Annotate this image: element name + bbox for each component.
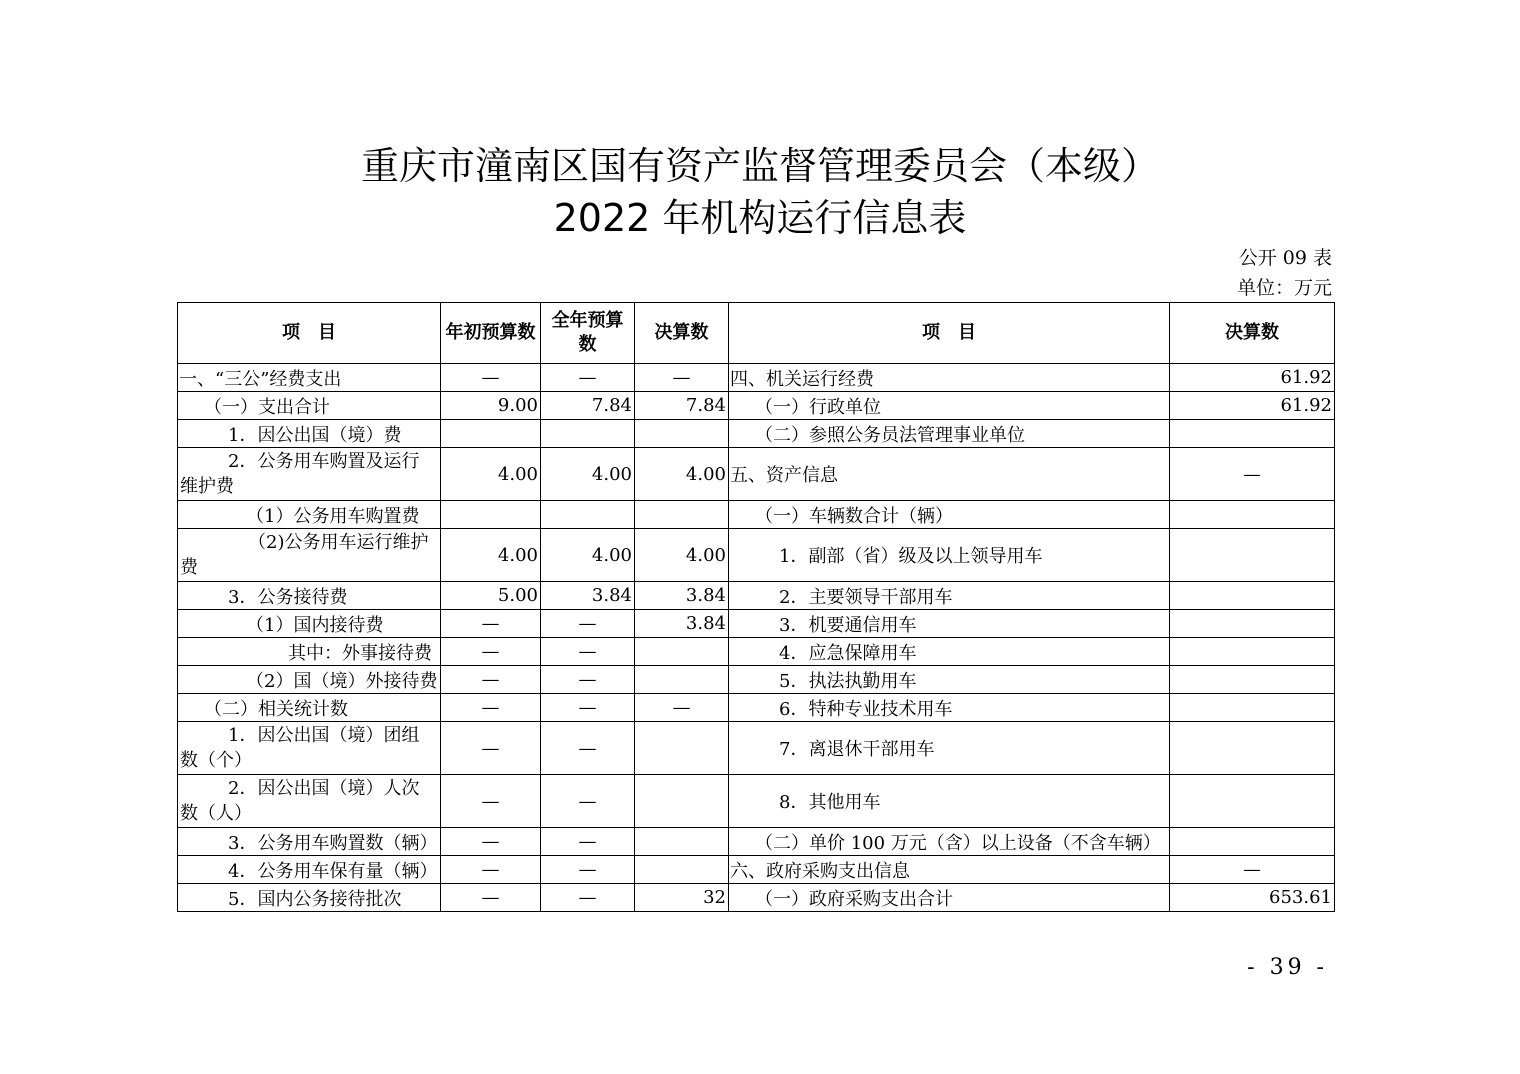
item-right: 6．特种专业技术用车: [729, 694, 1170, 722]
item-left: 其中：外事接待费: [178, 638, 441, 666]
table-row: [178, 448, 1335, 501]
initial-budget-cell: —: [441, 828, 541, 856]
table-row: [178, 501, 1335, 529]
item-left: 4．公务用车保有量（辆）: [178, 856, 441, 884]
item-left-line2: 数（个）: [180, 750, 252, 771]
full-year-budget-cell: —: [541, 856, 635, 884]
table-row: [178, 775, 1335, 828]
full-year-budget-cell: [541, 420, 635, 448]
item-right: 五、资产信息: [729, 448, 1170, 501]
final-right-cell: —: [1170, 448, 1335, 501]
initial-budget-cell: 5.00: [441, 582, 541, 610]
table-row: [178, 694, 1335, 722]
header-initial-budget: 年初预算数: [441, 303, 541, 364]
full-year-budget-cell: —: [541, 610, 635, 638]
final-left-cell: [635, 828, 729, 856]
final-right-cell: [1170, 610, 1335, 638]
item-right: 7．离退休干部用车: [729, 722, 1170, 775]
item-right: （一）行政单位: [729, 392, 1170, 420]
unit-label: 单位：万元: [1236, 277, 1332, 299]
table-row: [178, 856, 1335, 884]
initial-budget-cell: —: [441, 666, 541, 694]
item-left: （2）国（境）外接待费: [178, 666, 441, 694]
final-left-cell: 3.84: [635, 582, 729, 610]
final-left-cell: [635, 501, 729, 529]
table-row: [178, 582, 1335, 610]
item-right: 5．执法执勤用车: [729, 666, 1170, 694]
item-left-line1: 1．因公出国（境）团组: [228, 725, 420, 746]
final-left-cell: —: [635, 364, 729, 392]
item-left-line1: （2)公务用车运行维护: [248, 532, 429, 553]
full-year-budget-cell: —: [541, 884, 635, 912]
final-left-cell: 3.84: [635, 610, 729, 638]
full-year-budget-cell: 3.84: [541, 582, 635, 610]
item-right: 3．机要通信用车: [729, 610, 1170, 638]
item-right: （一）政府采购支出合计: [729, 884, 1170, 912]
header-full-year-budget: 全年预算数: [541, 303, 635, 364]
table-row: [178, 638, 1335, 666]
table-row: [178, 610, 1335, 638]
initial-budget-cell: —: [441, 856, 541, 884]
item-right: （二）参照公务员法管理事业单位: [729, 420, 1170, 448]
item-left: 一、“三公”经费支出: [178, 364, 441, 392]
final-right-cell: —: [1170, 856, 1335, 884]
initial-budget-cell: —: [441, 364, 541, 392]
final-left-cell: [635, 775, 729, 828]
full-year-budget-cell: —: [541, 364, 635, 392]
item-left-line2: 费: [180, 557, 198, 578]
final-right-cell: 61.92: [1170, 364, 1335, 392]
full-year-budget-cell: —: [541, 722, 635, 775]
item-left: [178, 448, 441, 501]
item-left-line1: 2．公务用车购置及运行: [228, 451, 420, 472]
full-year-budget-cell: 4.00: [541, 529, 635, 582]
full-year-budget-cell: —: [541, 666, 635, 694]
full-year-budget-cell: —: [541, 638, 635, 666]
final-left-cell: 4.00: [635, 448, 729, 501]
final-right-cell: 653.61: [1170, 884, 1335, 912]
final-right-cell: [1170, 582, 1335, 610]
item-left: 5．国内公务接待批次: [178, 884, 441, 912]
table-row: [178, 666, 1335, 694]
initial-budget-cell: 9.00: [441, 392, 541, 420]
header-final-left: 决算数: [635, 303, 729, 364]
initial-budget-cell: [441, 501, 541, 529]
header-final-right: 决算数: [1170, 303, 1335, 364]
item-right: 4．应急保障用车: [729, 638, 1170, 666]
full-year-budget-cell: —: [541, 828, 635, 856]
final-right-cell: 61.92: [1170, 392, 1335, 420]
initial-budget-cell: [441, 420, 541, 448]
item-right: （一）车辆数合计（辆）: [729, 501, 1170, 529]
initial-budget-cell: —: [441, 722, 541, 775]
item-left: [178, 775, 441, 828]
item-left-line2: 数（人）: [180, 803, 252, 824]
item-right: 1．副部（省）级及以上领导用车: [729, 529, 1170, 582]
header-item-right: 项 目: [729, 303, 1170, 364]
final-right-cell: [1170, 722, 1335, 775]
final-left-cell: 7.84: [635, 392, 729, 420]
initial-budget-cell: —: [441, 775, 541, 828]
initial-budget-cell: —: [441, 694, 541, 722]
info-table: [177, 302, 1335, 912]
table-row: [178, 392, 1335, 420]
header-item-left: 项 目: [178, 303, 441, 364]
item-left: （一）支出合计: [178, 392, 441, 420]
table-row: [178, 420, 1335, 448]
table-row: [178, 364, 1335, 392]
item-left: 3．公务用车购置数（辆）: [178, 828, 441, 856]
full-year-budget-cell: 7.84: [541, 392, 635, 420]
full-year-budget-cell: —: [541, 775, 635, 828]
table-row: [178, 884, 1335, 912]
item-right: 2．主要领导干部用车: [729, 582, 1170, 610]
initial-budget-cell: 4.00: [441, 529, 541, 582]
page-number: - 39 -: [1247, 955, 1328, 980]
final-right-cell: [1170, 775, 1335, 828]
header-row: [178, 303, 1335, 364]
final-left-cell: [635, 638, 729, 666]
item-left: 1．因公出国（境）费: [178, 420, 441, 448]
item-right: 8．其他用车: [729, 775, 1170, 828]
item-left-line2: 维护费: [180, 476, 234, 497]
initial-budget-cell: —: [441, 610, 541, 638]
table-id: 公开 09 表: [1238, 247, 1332, 269]
item-right: 四、机关运行经费: [729, 364, 1170, 392]
final-left-cell: [635, 666, 729, 694]
final-right-cell: [1170, 420, 1335, 448]
full-year-budget-cell: [541, 501, 635, 529]
full-year-budget-cell: —: [541, 694, 635, 722]
final-left-cell: 32: [635, 884, 729, 912]
final-left-cell: 4.00: [635, 529, 729, 582]
final-left-cell: [635, 856, 729, 884]
initial-budget-cell: —: [441, 884, 541, 912]
document-title-line1: 重庆市潼南区国有资产监督管理委员会（本级）: [360, 144, 1159, 188]
final-left-cell: [635, 420, 729, 448]
final-right-cell: [1170, 501, 1335, 529]
table-row: [178, 529, 1335, 582]
item-right: （二）单价 100 万元（含）以上设备（不含车辆）: [729, 828, 1170, 856]
item-left: （1）国内接待费: [178, 610, 441, 638]
item-left: [178, 722, 441, 775]
item-left-line1: 2．因公出国（境）人次: [228, 778, 420, 799]
final-right-cell: [1170, 666, 1335, 694]
item-right: 六、政府采购支出信息: [729, 856, 1170, 884]
final-right-cell: [1170, 828, 1335, 856]
final-right-cell: [1170, 529, 1335, 582]
item-left: （二）相关统计数: [178, 694, 441, 722]
final-right-cell: [1170, 694, 1335, 722]
item-left: 3．公务接待费: [178, 582, 441, 610]
item-left: （1）公务用车购置费: [178, 501, 441, 529]
final-right-cell: [1170, 638, 1335, 666]
initial-budget-cell: —: [441, 638, 541, 666]
item-left: [178, 529, 441, 582]
final-left-cell: [635, 722, 729, 775]
table-row: [178, 722, 1335, 775]
table-row: [178, 828, 1335, 856]
document-title-line2: 2022 年机构运行信息表: [553, 196, 967, 240]
full-year-budget-cell: 4.00: [541, 448, 635, 501]
final-left-cell: —: [635, 694, 729, 722]
initial-budget-cell: 4.00: [441, 448, 541, 501]
